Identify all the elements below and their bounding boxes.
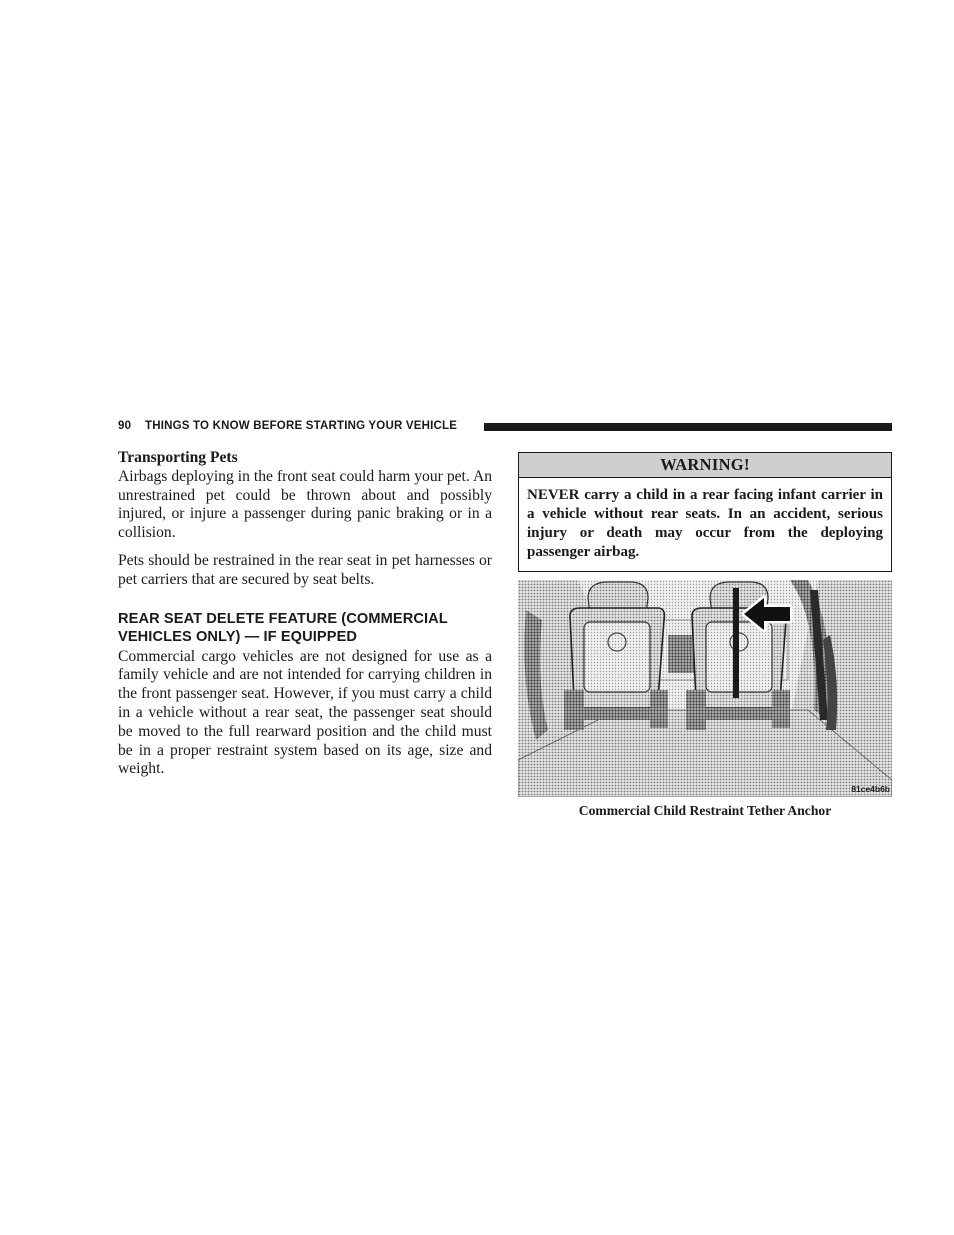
paragraph-pet-restraint: Pets should be restrained in the rear seat in pet harnesses or pet carriers that are secured by seat belts. — [118, 551, 492, 588]
header-rule — [484, 423, 892, 431]
page-header — [118, 419, 892, 435]
paragraph-commercial-vehicles: Commercial cargo vehicles are not designed for use as a family vehicle and are not intended for carrying children in the front passenger seat. However, if you must carry a child in a vehicle without a rear seat, the passenger seat should be moved to the full rearward position and the child must be in a proper restraint system based on its age, size and weight. — [118, 647, 492, 778]
warning-title: WARNING! — [519, 453, 891, 478]
page-number: 90 — [118, 420, 132, 432]
subheading-transporting-pets: Transporting Pets — [118, 449, 238, 466]
chapter-title: THINGS TO KNOW BEFORE STARTING YOUR VEHICLE — [145, 420, 458, 432]
tether-anchor-illustration — [518, 580, 892, 797]
paragraph-airbags-pets: Airbags deploying in the front seat could harm your pet. An unrestrained pet could be thrown about and possibly injured, or injure a passenger during panic braking or in a collision. — [118, 467, 492, 542]
figure-caption: Commercial Child Restraint Tether Anchor — [578, 803, 832, 818]
warning-box — [518, 452, 892, 572]
section-heading-rear-seat-delete: REAR SEAT DELETE FEATURE (COMMERCIAL VEHICLES ONLY) — IF EQUIPPED — [118, 610, 448, 645]
left-column — [118, 449, 492, 779]
figure-code: 81ce4b6b — [851, 784, 890, 794]
warning-text: NEVER carry a child in a rear facing infant carrier in a vehicle without rear seats. In an accident, serious injury or death may occur from the deploying passenger airbag. — [527, 487, 883, 560]
